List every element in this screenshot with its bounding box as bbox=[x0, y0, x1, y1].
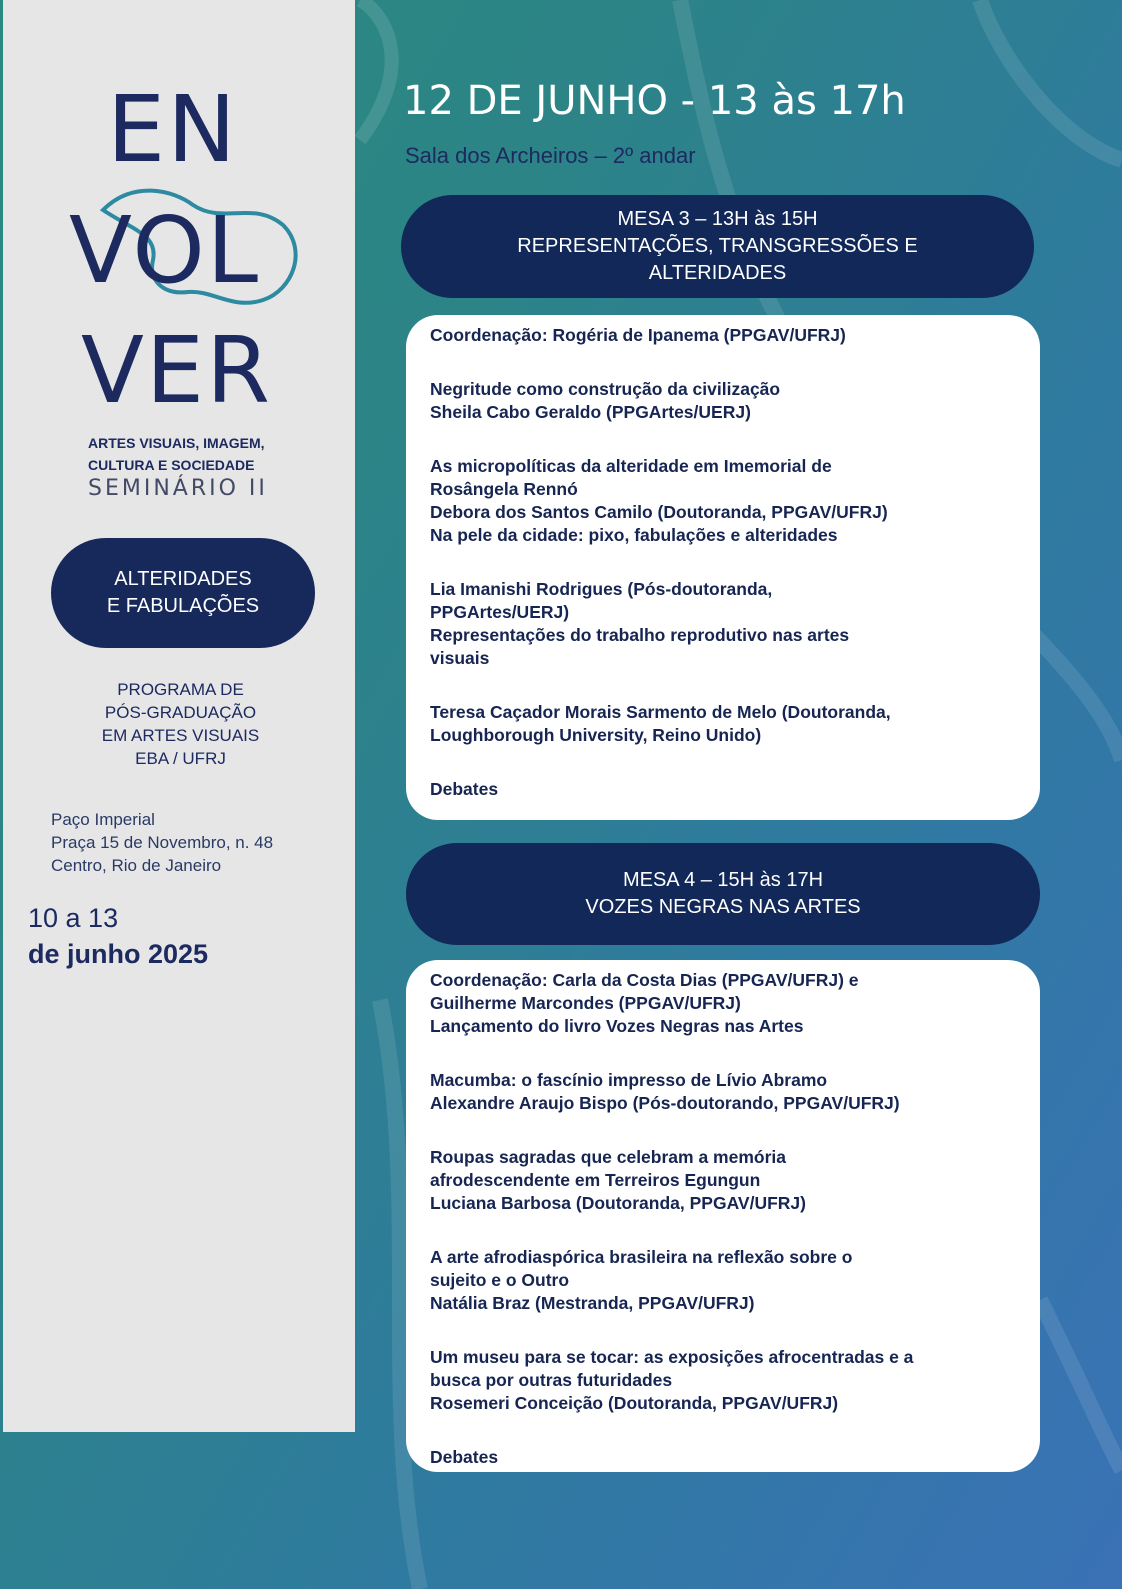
entry-line: Debates bbox=[430, 779, 499, 799]
session-date-heading: 12 DE JUNHO - 13 às 17h bbox=[403, 78, 906, 124]
program-entry bbox=[430, 1146, 1016, 1215]
address-line: Praça 15 de Novembro, n. 48 bbox=[51, 833, 274, 852]
entry-line: Alexandre Araujo Bispo (Pós-doutorando, PPGAV/UFRJ) bbox=[430, 1093, 900, 1113]
entry-line: Representações do trabalho reprodutivo nas artes bbox=[430, 625, 850, 645]
entry-line: Natália Braz (Mestranda, PPGAV/UFRJ) bbox=[430, 1293, 755, 1313]
seminar-label: SEMINÁRIO II bbox=[88, 476, 268, 501]
entry-line: Debora dos Santos Camilo (Doutoranda, PPGAV/UFRJ) bbox=[430, 502, 888, 522]
mesa-title: REPRESENTAÇÕES, TRANSGRESSÕES E bbox=[517, 235, 918, 257]
mesa-title: VOZES NEGRAS NAS ARTES bbox=[585, 896, 861, 918]
theme-line: E FABULAÇÕES bbox=[106, 595, 260, 617]
logo-text-vol: VOL bbox=[69, 197, 260, 304]
dates-line: de junho 2025 bbox=[28, 939, 209, 969]
program-info bbox=[53, 678, 308, 770]
theme-line: ALTERIDADES bbox=[114, 568, 252, 590]
mesa-4-program-card bbox=[406, 960, 1040, 1472]
mesa-title: ALTERIDADES bbox=[648, 262, 787, 284]
program-entry bbox=[430, 1069, 1016, 1115]
address-line: Paço Imperial bbox=[51, 810, 155, 829]
entry-line: Luciana Barbosa (Doutoranda, PPGAV/UFRJ) bbox=[430, 1193, 806, 1213]
entry-line: Loughborough University, Reino Unido) bbox=[430, 725, 762, 745]
entry-line: Coordenação: Rogéria de Ipanema (PPGAV/UFRJ) bbox=[430, 325, 846, 345]
entry-line: Sheila Cabo Geraldo (PPGArtes/UERJ) bbox=[430, 402, 751, 422]
program-entry bbox=[430, 701, 1016, 747]
entry-line: Na pele da cidade: pixo, fabulações e alteridades bbox=[430, 525, 838, 545]
program-entry bbox=[430, 1246, 1016, 1315]
entry-line: busca por outras futuridades bbox=[430, 1370, 673, 1390]
address-line: Centro, Rio de Janeiro bbox=[51, 856, 222, 875]
logo-text-ver: VER bbox=[81, 317, 272, 424]
entry-line: Teresa Caçador Morais Sarmento de Melo (Doutoranda, bbox=[430, 702, 891, 722]
theme-badge bbox=[51, 538, 315, 648]
entry-line: visuais bbox=[430, 648, 490, 668]
venue-address bbox=[51, 808, 273, 877]
sidebar-panel bbox=[3, 0, 355, 1432]
entry-line: Lançamento do livro Vozes Negras nas Artes bbox=[430, 1016, 804, 1036]
entry-line: Coordenação: Carla da Costa Dias (PPGAV/UFRJ) e bbox=[430, 970, 859, 990]
mesa-3-banner bbox=[401, 195, 1034, 298]
mesa-3-program-card bbox=[406, 315, 1040, 820]
event-dates bbox=[28, 900, 208, 972]
program-entry bbox=[430, 778, 1016, 801]
entry-line: Debates bbox=[430, 1447, 499, 1467]
mesa-time: MESA 3 – 13H às 15H bbox=[617, 208, 818, 230]
entry-line: A arte afrodiaspórica brasileira na reflexão sobre o bbox=[430, 1247, 853, 1267]
entry-line: sujeito e o Outro bbox=[430, 1270, 570, 1290]
program-entry bbox=[430, 378, 1016, 424]
program-line: EM ARTES VISUAIS bbox=[101, 726, 260, 745]
mesa-4-banner bbox=[406, 843, 1040, 945]
logo-subtitle-line: CULTURA E SOCIEDADE bbox=[88, 457, 255, 473]
logo-subtitle-line: ARTES VISUAIS, IMAGEM, bbox=[88, 435, 265, 451]
mesa-time: MESA 4 – 15H às 17H bbox=[622, 869, 824, 891]
program-entry bbox=[430, 324, 1016, 347]
entry-line: afrodescendente em Terreiros Egungun bbox=[430, 1170, 761, 1190]
logo-text-en: EN bbox=[107, 76, 238, 183]
entry-line: PPGArtes/UERJ) bbox=[430, 602, 570, 622]
program-entry bbox=[430, 969, 1016, 1038]
entry-line: Roupas sagradas que celebram a memória bbox=[430, 1147, 786, 1167]
program-line: EBA / UFRJ bbox=[135, 749, 226, 768]
program-entry bbox=[430, 578, 1016, 670]
dates-line: 10 a 13 bbox=[28, 903, 119, 933]
logo-subtitle bbox=[88, 432, 278, 476]
entry-line: Macumba: o fascínio impresso de Lívio Abramo bbox=[430, 1070, 828, 1090]
entry-line: Guilherme Marcondes (PPGAV/UFRJ) bbox=[430, 993, 741, 1013]
entry-line: Um museu para se tocar: as exposições afrocentradas e a bbox=[430, 1347, 914, 1367]
program-line: PÓS-GRADUAÇÃO bbox=[104, 703, 257, 722]
program-entry bbox=[430, 1346, 1016, 1415]
entry-line: As micropolíticas da alteridade em Imemorial de bbox=[430, 456, 832, 476]
entry-line: Rosemeri Conceição (Doutoranda, PPGAV/UFRJ) bbox=[430, 1393, 839, 1413]
session-room: Sala dos Archeiros – 2º andar bbox=[405, 143, 696, 168]
program-entry bbox=[430, 455, 1016, 547]
entry-line: Negritude como construção da civilização bbox=[430, 379, 781, 399]
program-line: PROGRAMA DE bbox=[117, 680, 244, 699]
entry-line: Lia Imanishi Rodrigues (Pós-doutoranda, bbox=[430, 579, 773, 599]
entry-line: Rosângela Rennó bbox=[430, 479, 578, 499]
program-entry bbox=[430, 1446, 1016, 1469]
